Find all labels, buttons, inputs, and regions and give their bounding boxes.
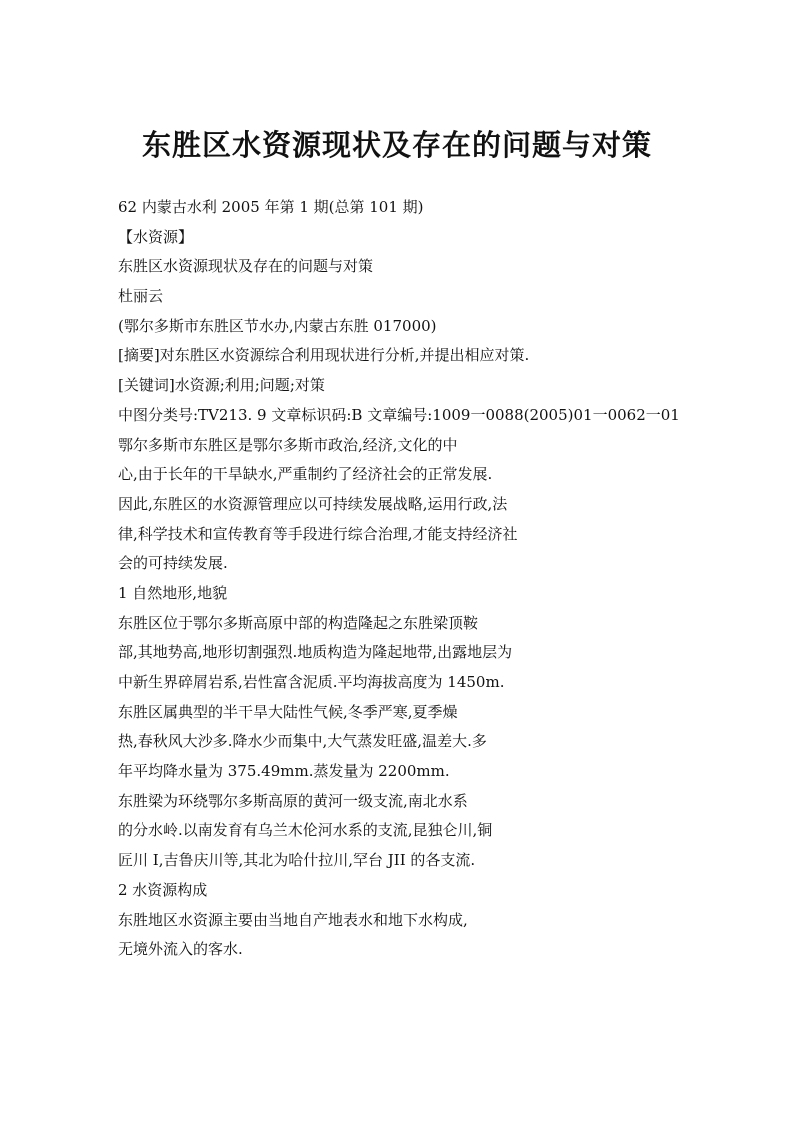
text-line: 会的可持续发展. [118, 554, 228, 573]
text-line: 2 水资源构成 [118, 880, 208, 899]
text-line: 中图分类号:TV213. 9 文章标识码:B 文章编号:1009一0088(2005)01一0062一01 [118, 405, 680, 424]
text-line: 律,科学技术和宣传教育等手段进行综合治理,才能支持经济社 [118, 524, 518, 543]
document-body [118, 193, 718, 965]
text-line: 鄂尔多斯市东胜区是鄂尔多斯市政治,经济,文化的中 [118, 435, 458, 454]
text-line: 的分水岭.以南发育有乌兰木伦河水系的支流,昆独仑川,铜 [118, 821, 493, 840]
text-line: 部,其地势高,地形切割强烈.地质构造为隆起地带,出露地层为 [118, 643, 513, 662]
text-line: 东胜地区水资源主要由当地自产地表水和地下水构成, [118, 910, 468, 929]
text-line: 东胜区属典型的半干旱大陆性气候,冬季严寒,夏季燥 [118, 702, 458, 721]
text-line: [关键词]水资源;利用;问题;对策 [118, 376, 325, 395]
text-line: 匠川 I,吉鲁庆川等,其北为哈什拉川,罕台 JII 的各支流. [118, 851, 476, 870]
document-title: 东胜区水资源现状及存在的问题与对策 [141, 128, 652, 162]
text-line: 中新生界碎屑岩系,岩性富含泥质.平均海拔高度为 1450m. [118, 673, 505, 691]
text-line: 【水资源】 [118, 227, 194, 246]
text-line: 心,由于长年的干旱缺水,严重制约了经济社会的正常发展. [118, 465, 493, 484]
text-line: 1 自然地形,地貌 [118, 583, 228, 602]
text-line: 热,春秋风大沙多.降水少而集中,大气蒸发旺盛,温差大.多 [118, 732, 487, 751]
text-line: 杜丽云 [118, 287, 164, 306]
text-line: 东胜区位于鄂尔多斯高原中部的构造隆起之东胜梁顶鞍 [118, 613, 479, 632]
text-line: 东胜梁为环绕鄂尔多斯高原的黄河一级支流,南北水系 [118, 791, 468, 810]
text-line: 因此,东胜区的水资源管理应以可持续发展战略,运用行政,法 [118, 494, 508, 513]
text-line: 东胜区水资源现状及存在的问题与对策 [118, 257, 374, 276]
text-line: 无境外流入的客水. [118, 940, 243, 959]
text-line: 年平均降水量为 375.49mm.蒸发量为 2200mm. [118, 762, 450, 781]
text-line: (鄂尔多斯市东胜区节水办,内蒙古东胜 017000) [118, 316, 437, 335]
text-line: 62 内蒙古水利 2005 年第 1 期(总第 101 期) [118, 198, 424, 216]
text-line: [摘要]对东胜区水资源综合利用现状进行分析,并提出相应对策. [118, 346, 530, 365]
